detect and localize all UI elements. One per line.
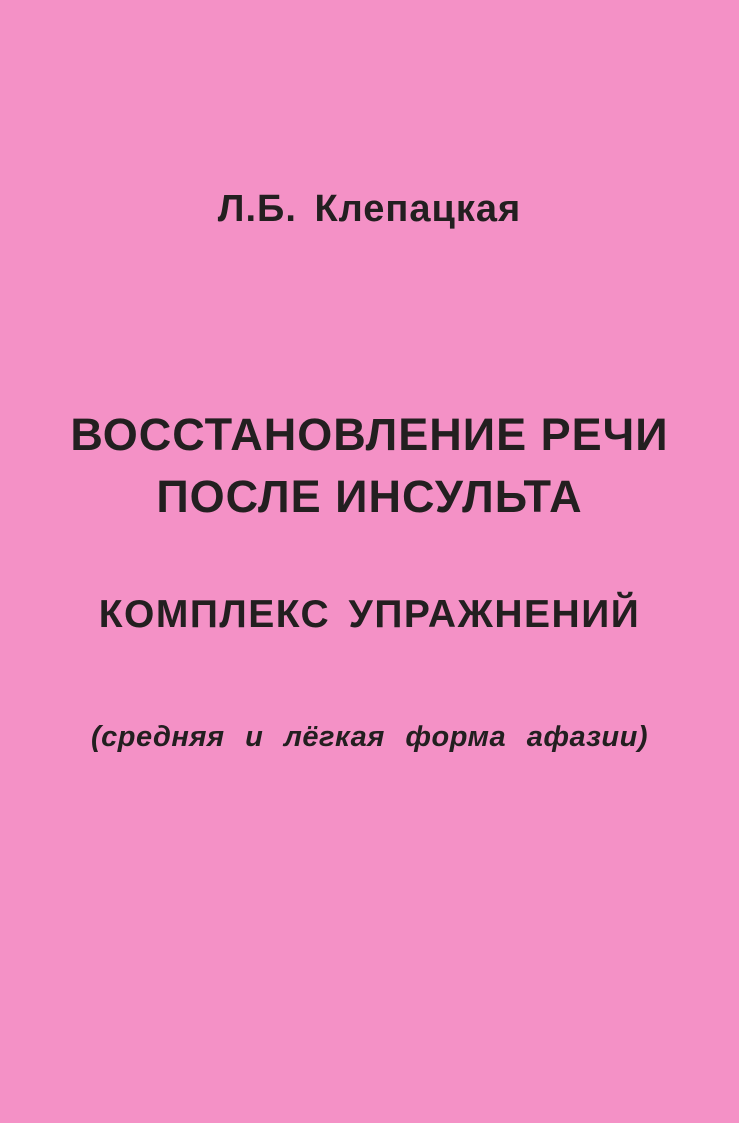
- book-title: [0, 404, 739, 528]
- book-subtitle: КОМПЛЕКС УПРАЖНЕНИЙ: [98, 593, 641, 636]
- book-title-line-2: ПОСЛЕ ИНСУЛЬТА: [156, 471, 583, 522]
- book-title-line-1: ВОССТАНОВЛЕНИЕ РЕЧИ: [70, 409, 669, 460]
- edition-note: (средняя и лёгкая форма афазии): [90, 721, 648, 753]
- author-name: Л.Б. Клепацкая: [217, 188, 522, 230]
